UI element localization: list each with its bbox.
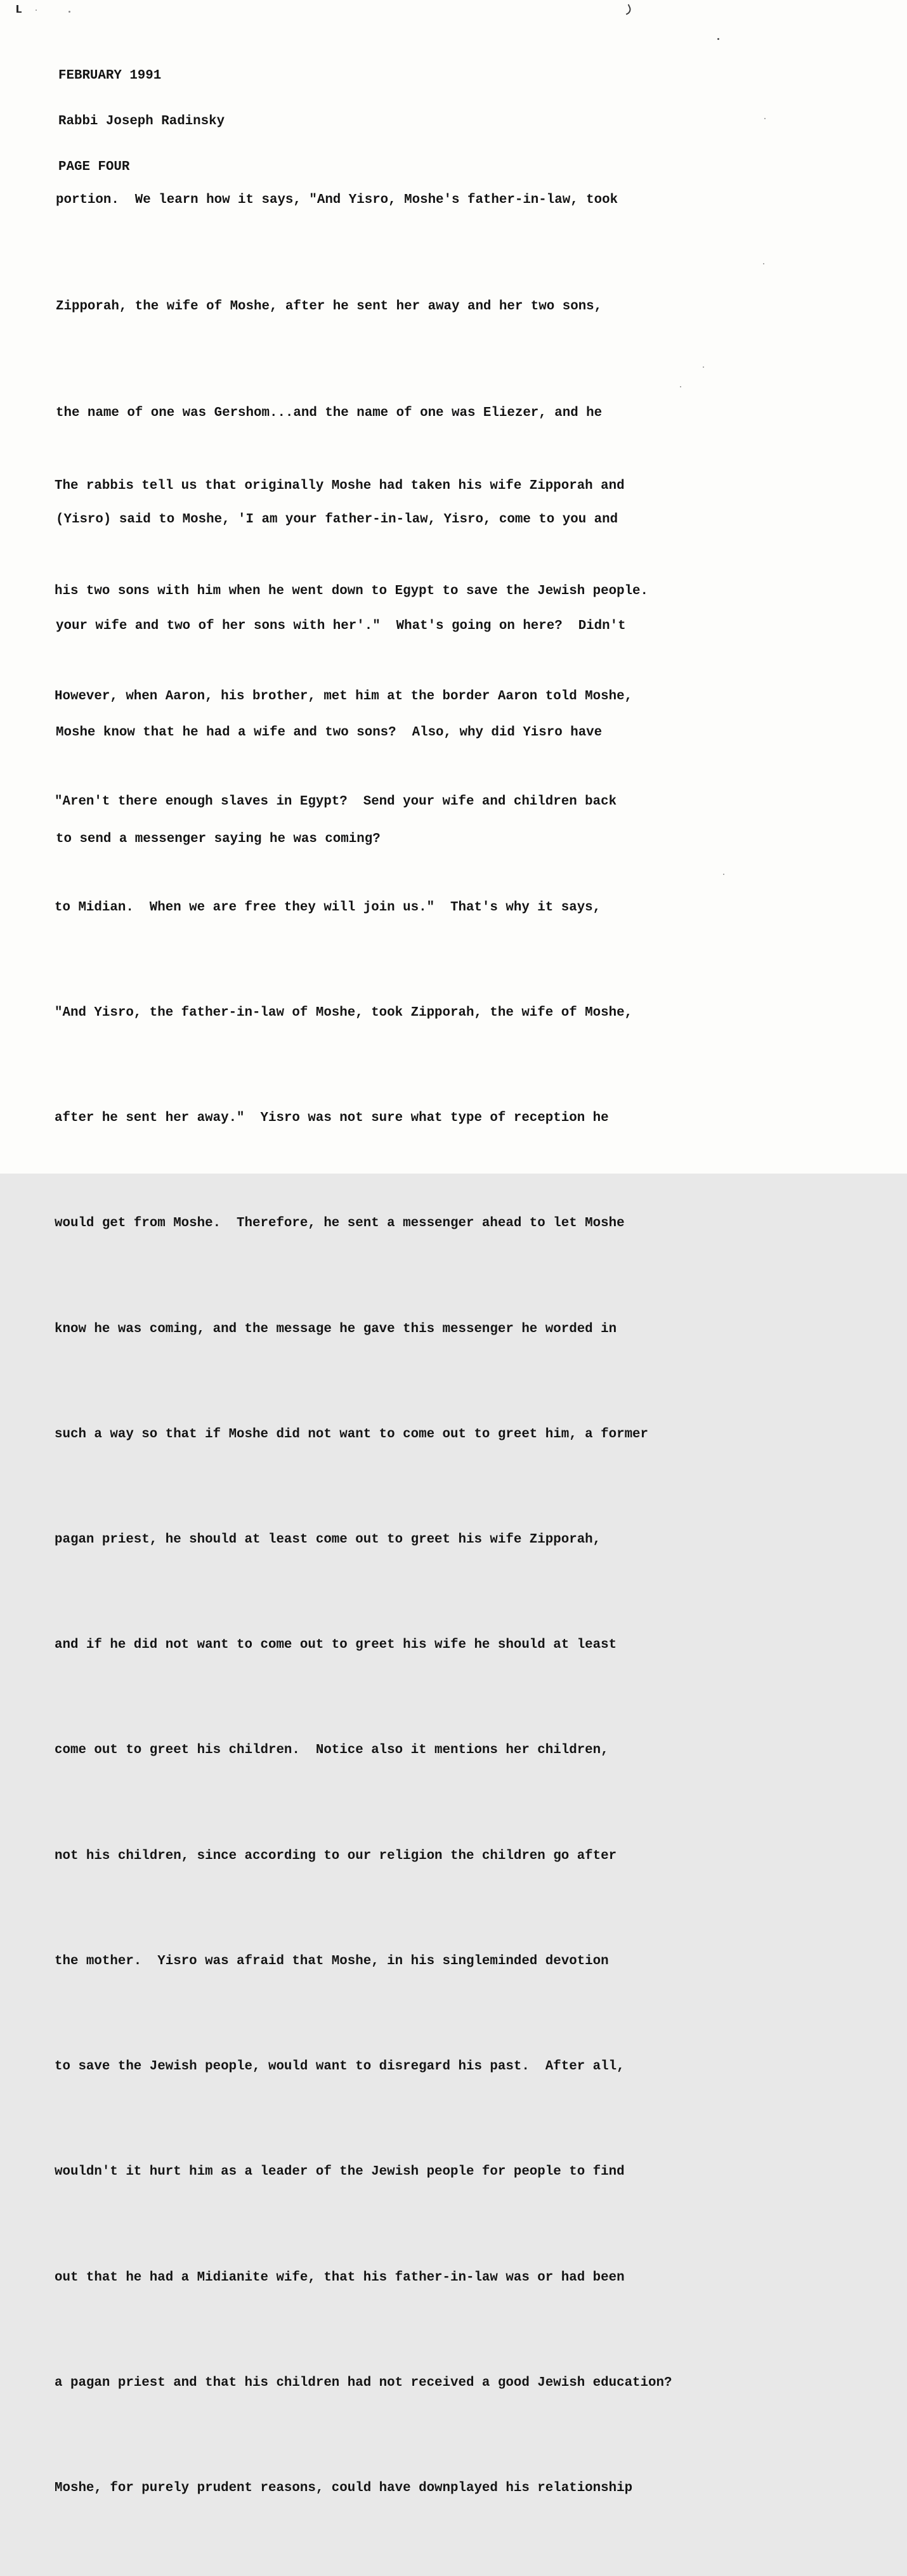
text-line: out that he had a Midianite wife, that his father-in-law was or had been [55,2270,625,2285]
text-line: However, when Aaron, his brother, met him at the border Aaron told Moshe, [55,689,633,704]
scan-speck [763,263,764,264]
header-date: FEBRUARY 1991 [58,68,162,83]
header-author: Rabbi Joseph Radinsky [58,114,225,129]
scan-speck [36,10,37,11]
scan-speck [69,11,70,13]
text-line: to save the Jewish people, would want to disregard his past. After all, [55,2059,625,2074]
scan-speck [703,366,704,368]
text-line: and if he did not want to come out to greet his wife he should at least [55,1638,617,1653]
text-line: Moshe, for purely prudent reasons, could have downplayed his relationship [55,2480,633,2495]
scan-speck [717,38,719,40]
text-line: would get from Moshe. Therefore, he sent a messenger ahead to let Moshe [55,1216,625,1231]
text-line: not his children, since according to our religion the children go after [55,1848,617,1863]
scan-speck [764,118,766,119]
text-line: Moshe know that he had a wife and two sons? Also, why did Yisro have [56,725,603,740]
text-line: portion. We learn how it says, "And Yisro, Moshe's father-in-law, took [56,193,618,207]
text-line: The rabbis tell us that originally Moshe had taken his wife Zipporah and [55,478,625,493]
text-line: know he was coming, and the message he gave this messenger he worded in [55,1321,617,1337]
text-line: after he sent her away." Yisro was not sure what type of reception he [55,1111,609,1126]
text-line: (Yisro) said to Moshe, 'I am your father-in-law, Yisro, come to you and [56,512,618,527]
pen-mark-artifact [623,4,633,15]
scan-corner-artifact [16,5,22,13]
text-line: the name of one was Gershom...and the name of one was Eliezer, and he [56,406,603,420]
text-line: his two sons with him when he went down to Egypt to save the Jewish people. [55,584,649,599]
header-page-label: PAGE FOUR [58,160,130,174]
text-line: your wife and two of her sons with her'." What's going on here? Didn't [56,619,626,633]
text-line: "Aren't there enough slaves in Egypt? Send your wife and children back [55,794,617,810]
text-line: pagan priest, he should at least come out to greet his wife Zipporah, [55,1532,601,1547]
scan-speck [680,386,681,387]
paragraph-2 [55,398,672,2576]
text-line: such a way so that if Moshe did not want to come out to greet him, a former [55,1427,649,1442]
text-line: Zipporah, the wife of Moshe, after he sent her away and her two sons, [56,299,603,314]
text-line: a pagan priest and that his children had not received a good Jewish education? [55,2375,672,2390]
text-line: the mother. Yisro was afraid that Moshe, in his singleminded devotion [55,1953,609,1969]
text-line: to send a messenger saying he was coming? [56,832,381,846]
text-line: "And Yisro, the father-in-law of Moshe, took Zipporah, the wife of Moshe, [55,1005,633,1020]
text-line: to Midian. When we are free they will join us." That's why it says, [55,900,601,915]
text-line: wouldn't it hurt him as a leader of the Jewish people for people to find [55,2165,625,2180]
text-line: come out to greet his children. Notice also it mentions her children, [55,1743,609,1758]
scan-speck [723,874,724,875]
